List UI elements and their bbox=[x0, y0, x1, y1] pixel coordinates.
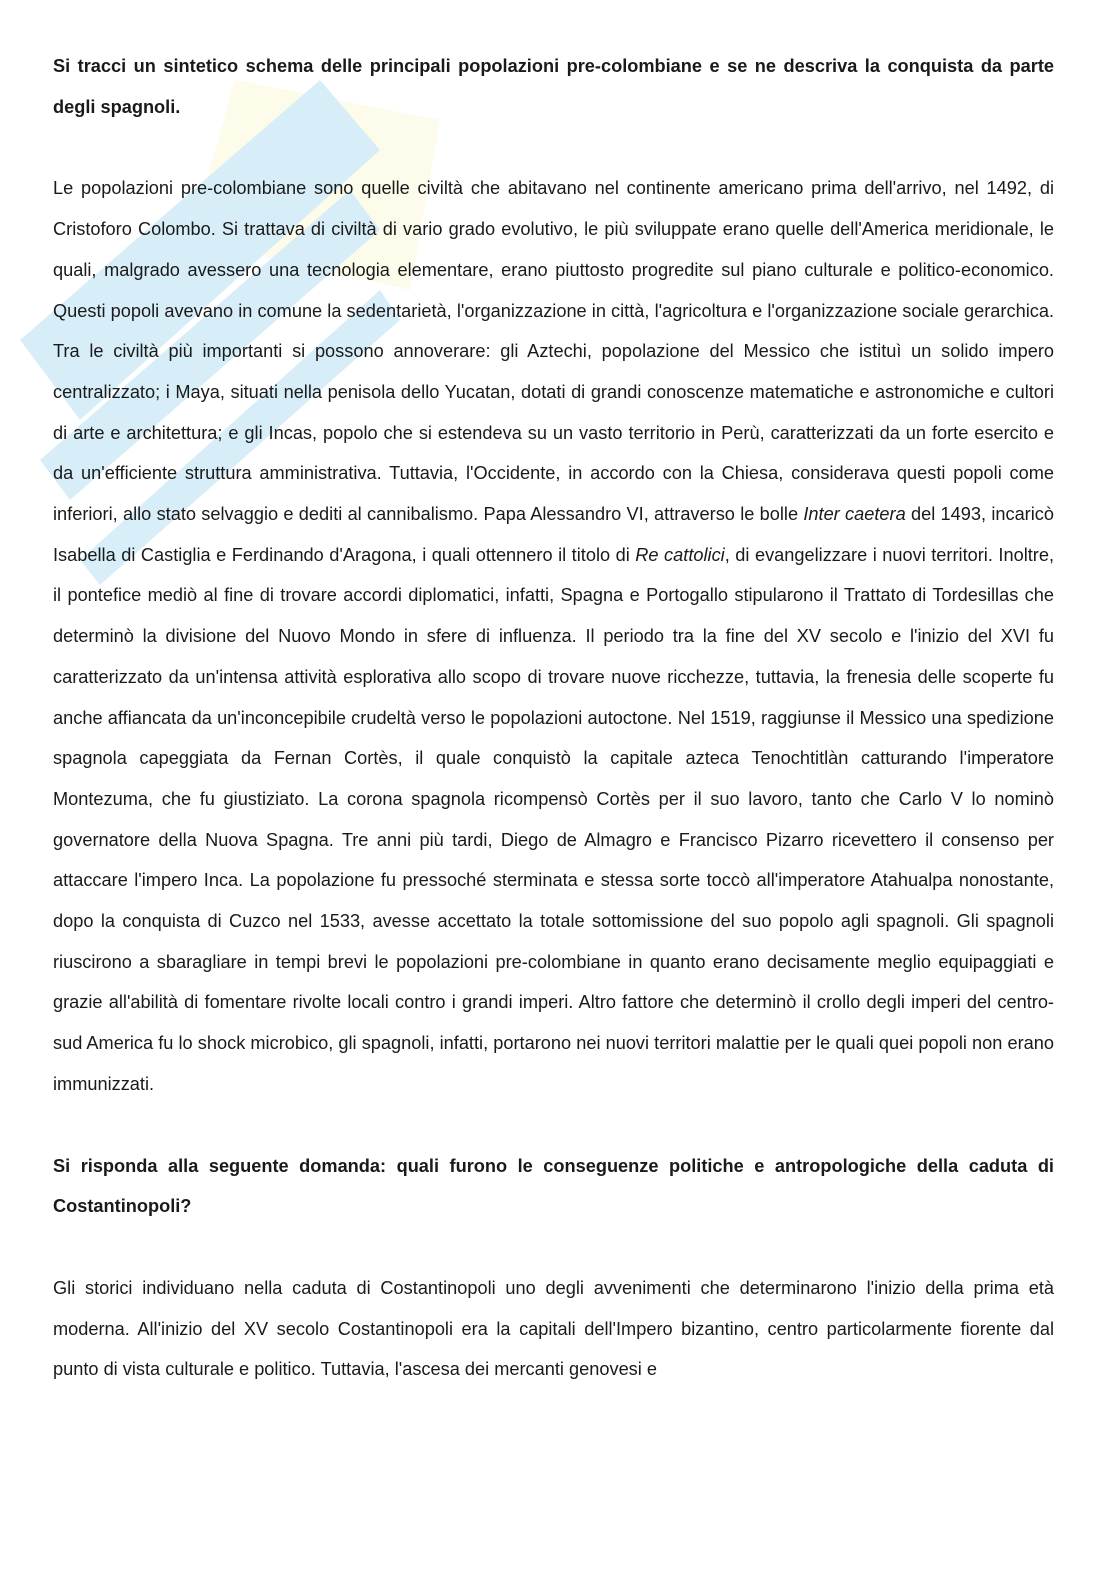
answer-1-italic-inter-caetera: Inter caetera bbox=[803, 504, 906, 525]
answer-1 bbox=[53, 168, 1054, 1104]
answer-1-part-3: , di evangelizzare i nuovi territori. Inoltre, il pontefice mediò al fine di trovare accordi diplomatici, infatti, Spagna e Portogallo stipularono il Trattato di Tordesillas che determinò la divisione del Nuovo Mondo in sfere di influenza. Il periodo tra la fine del XV secolo e l'inizio del XVI fu caratterizzato da un'intensa attività esplorativa allo scopo di trovare nuove ricchezze, tuttavia, la frenesia delle scoperte fu anche affiancata da un'inconcepibile crudeltà verso le popolazioni autoctone. Nel 1519, raggiunse il Messico una spedizione spagnola capeggiata da Fernan Cortès, il quale conquistò la capitale azteca Tenochtitlàn catturando l'imperatore Montezuma, che fu giustiziato. La corona spagnola ricompensò Cortès per il suo lavoro, tanto che Carlo V lo nominò governatore della Nuova Spagna. Tre anni più tardi, Diego de Almagro e Francisco Pizarro ricevettero il consenso per attaccare l'impero Inca. La popolazione fu pressoché sterminata e stessa sorte toccò all'imperatore Atahualpa nonostante, dopo la conquista di Cuzco nel 1533, avesse accettato la totale sottomissione del suo popolo agli spagnoli. Gli spagnoli riuscirono a sbaragliare in tempi brevi le popolazioni pre-colombiane in quanto erano decisamente meglio equipaggiati e grazie all'abilità di fomentare rivolte locali contro i grandi imperi. Altro fattore che determinò il crollo degli imperi del centro-sud America fu lo shock microbico, gli spagnoli, infatti, portarono nei nuovi territori malattie per le quali quei popoli non erano immunizzati. bbox=[53, 544, 1055, 1094]
answer-1-part-1: Le popolazioni pre-colombiane sono quelle civiltà che abitavano nel continente americano prima dell'arrivo, nel 1492, di Cristoforo Colombo. Si trattava di civiltà di vario grado evolutivo, le più sviluppate erano quelle dell'America meridionale, le quali, malgrado avessero una tecnologia elementare, erano piuttosto progredite sul piano culturale e politico-economico. Questi popoli avevano in comune la sedentarietà, l'organizzazione in città, l'agricoltura e l'organizzazione sociale gerarchica. Tra le civiltà più importanti si possono annoverare: gli Aztechi, popolazione del Messico che istituì un solido impero centralizzato; i Maya, situati nella penisola dello Yucatan, dotati di grandi conoscenze matematiche e astronomiche e cultori di arte e architettura; e gli Incas, popolo che si estendeva su un vasto territorio in Perù, caratterizzati da un forte esercito e da un'efficiente struttura amministrativa. Tuttavia, l'Occidente, in accordo con la Chiesa, considerava questi popoli come inferiori, allo stato selvaggio e dediti al cannibalismo. Papa Alessandro VI, attraverso le bolle bbox=[53, 178, 1054, 525]
document-body bbox=[53, 46, 1054, 1390]
answer-1-part-2: del 1493, incaricò Isabella di Castiglia e Ferdinando d'Aragona, i quali ottennero il titolo di bbox=[53, 504, 1054, 565]
question-1: Si tracci un sintetico schema delle principali popolazioni pre-colombiane e se ne descriva la conquista da parte degli spagnoli. bbox=[53, 56, 1054, 117]
question-2: Si risponda alla seguente domanda: quali furono le conseguenze politiche e antropologiche della caduta di Costantinopoli? bbox=[53, 1155, 1054, 1217]
answer-2: Gli storici individuano nella caduta di Costantinopoli uno degli avvenimenti che determinarono l'inizio della prima età moderna. All'inizio del XV secolo Costantinopoli era la capitali dell'Impero bizantino, centro particolarmente fiorente dal punto di vista culturale e politico. Tuttavia, l'ascesa dei mercanti genovesi e bbox=[53, 1277, 1054, 1380]
answer-1-italic-re-cattolici: Re cattolici bbox=[635, 544, 725, 565]
